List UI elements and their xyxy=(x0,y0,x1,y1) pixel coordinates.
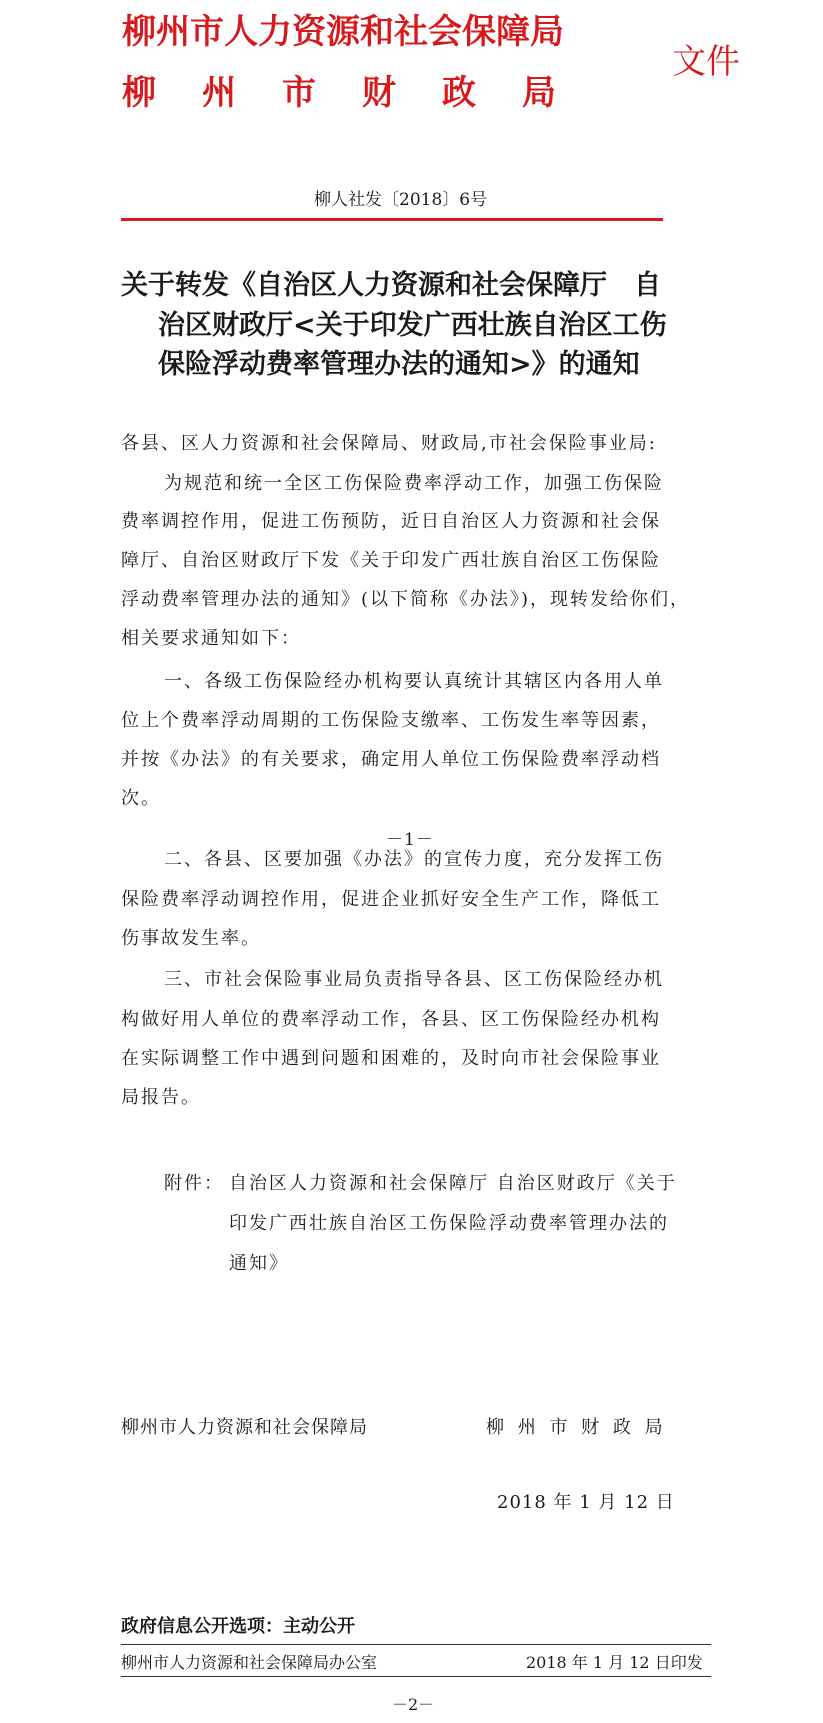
document-title-line-3: 保险浮动费率管理办法的通知>》的通知 xyxy=(158,349,640,380)
attachment-line-3: 通知》 xyxy=(229,1253,289,1274)
body-line: 相关要求通知如下： xyxy=(121,628,301,649)
document-number: 柳人社发〔2018〕6号 xyxy=(314,190,488,210)
body-line: 在实际调整工作中遇到问题和困难的，及时向市社会保险事业 xyxy=(121,1048,661,1069)
body-line: 伤事故发生率。 xyxy=(121,928,261,949)
footer-print-date: 2018 年 1 月 12 日印发 xyxy=(526,1653,703,1672)
body-line: 浮动费率管理办法的通知》(以下简称《办法》)，现转发给你们， xyxy=(121,589,691,610)
body-line: 次。 xyxy=(121,788,161,809)
body-line: 障厅、自治区财政厅下发《关于印发广西壮族自治区工伤保险 xyxy=(121,550,661,571)
body-line: 为规范和统一全区工伤保险费率浮动工作，加强工伤保险 xyxy=(164,473,664,494)
footer-office: 柳州市人力资源和社会保障局办公室 xyxy=(121,1653,378,1672)
document-title-line-1: 关于转发《自治区人力资源和社会保障厅 自 xyxy=(121,270,661,301)
footer-rule-top xyxy=(121,1644,711,1645)
document-title-line-2: 治区财政厅<关于印发广西壮族自治区工伤 xyxy=(158,310,667,341)
signature-date: 2018 年 1 月 12 日 xyxy=(497,1492,675,1513)
issuer-title-1: 柳州市人力资源和社会保障局 xyxy=(122,12,564,52)
body-line: 二、各县、区要加强《办法》的宣传力度，充分发挥工伤 xyxy=(164,849,664,870)
body-line: 位上个费率浮动周期的工伤保险支缴率、工伤发生率等因素， xyxy=(121,710,661,731)
issuer-title-2: 柳州市财政局 xyxy=(122,73,602,113)
body-line: 保险费率浮动调控作用，促进企业抓好安全生产工作，降低工 xyxy=(121,889,661,910)
body-line: 费率调控作用，促进工伤预防，近日自治区人力资源和社会保 xyxy=(121,511,661,532)
document-word: 文件 xyxy=(672,42,740,82)
attachment-line-2: 印发广西壮族自治区工伤保险浮动费率管理办法的 xyxy=(229,1213,669,1234)
body-line: 局报告。 xyxy=(121,1087,201,1108)
red-divider xyxy=(121,218,663,221)
signature-org-2: 柳 州 市 财 政 局 xyxy=(486,1417,667,1438)
body-line: 一、各级工伤保险经办机构要认真统计其辖区内各用人单 xyxy=(164,671,664,692)
attachment-label: 附件： xyxy=(164,1173,224,1194)
page-number-1: －1－ xyxy=(386,830,434,850)
body-line: 并按《办法》的有关要求，确定用人单位工伤保险费率浮动档 xyxy=(121,749,661,770)
addressee: 各县、区人力资源和社会保障局、财政局,市社会保险事业局: xyxy=(121,433,657,454)
attachment-line-1: 自治区人力资源和社会保障厅 自治区财政厅《关于 xyxy=(229,1173,677,1194)
body-line: 构做好用人单位的费率浮动工作，各县、区工伤保险经办机构 xyxy=(121,1009,661,1030)
body-line: 三、市社会保险事业局负责指导各县、区工伤保险经办机 xyxy=(164,969,664,990)
disclosure-option: 政府信息公开选项：主动公开 xyxy=(121,1616,355,1637)
page-number-2: －2－ xyxy=(392,1695,435,1714)
footer-rule-bottom xyxy=(121,1676,711,1677)
signature-org-1: 柳州市人力资源和社会保障局 xyxy=(121,1417,368,1438)
